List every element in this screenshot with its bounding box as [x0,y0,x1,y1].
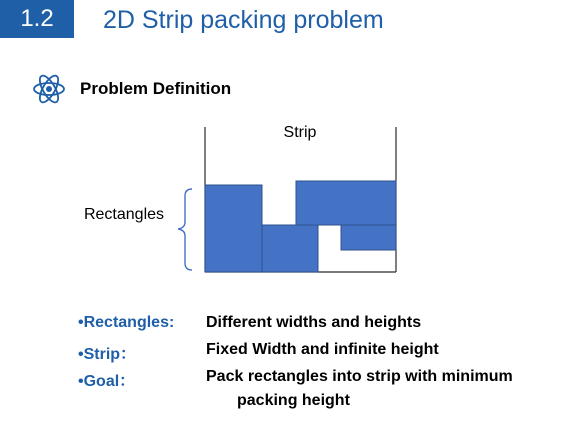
bullet-term: •Strip： [78,346,137,363]
bullet-description: Pack rectangles into strip with minimum [206,368,513,385]
bullet-description: Fixed Width and infinite height [206,341,439,358]
rectangles-brace-icon [178,189,192,270]
bullet-description: Different widths and heights [206,314,422,331]
packed-rectangles [205,181,396,272]
section-number: 1.2 [20,5,54,32]
rectangles-label: Rectangles [83,206,165,223]
rectangle-4 [341,225,396,250]
bullet-description-continued: packing height [237,392,350,409]
rectangle-2 [262,225,318,272]
bullet-term: •Rectangles: [78,314,175,331]
rectangle-1 [205,185,262,272]
slide-title: 2D Strip packing problem [103,6,384,34]
bullet-term: •Goal： [78,373,136,390]
strip-label: Strip [283,124,317,141]
rectangle-3 [296,181,396,225]
section-heading: Problem Definition [80,79,232,98]
